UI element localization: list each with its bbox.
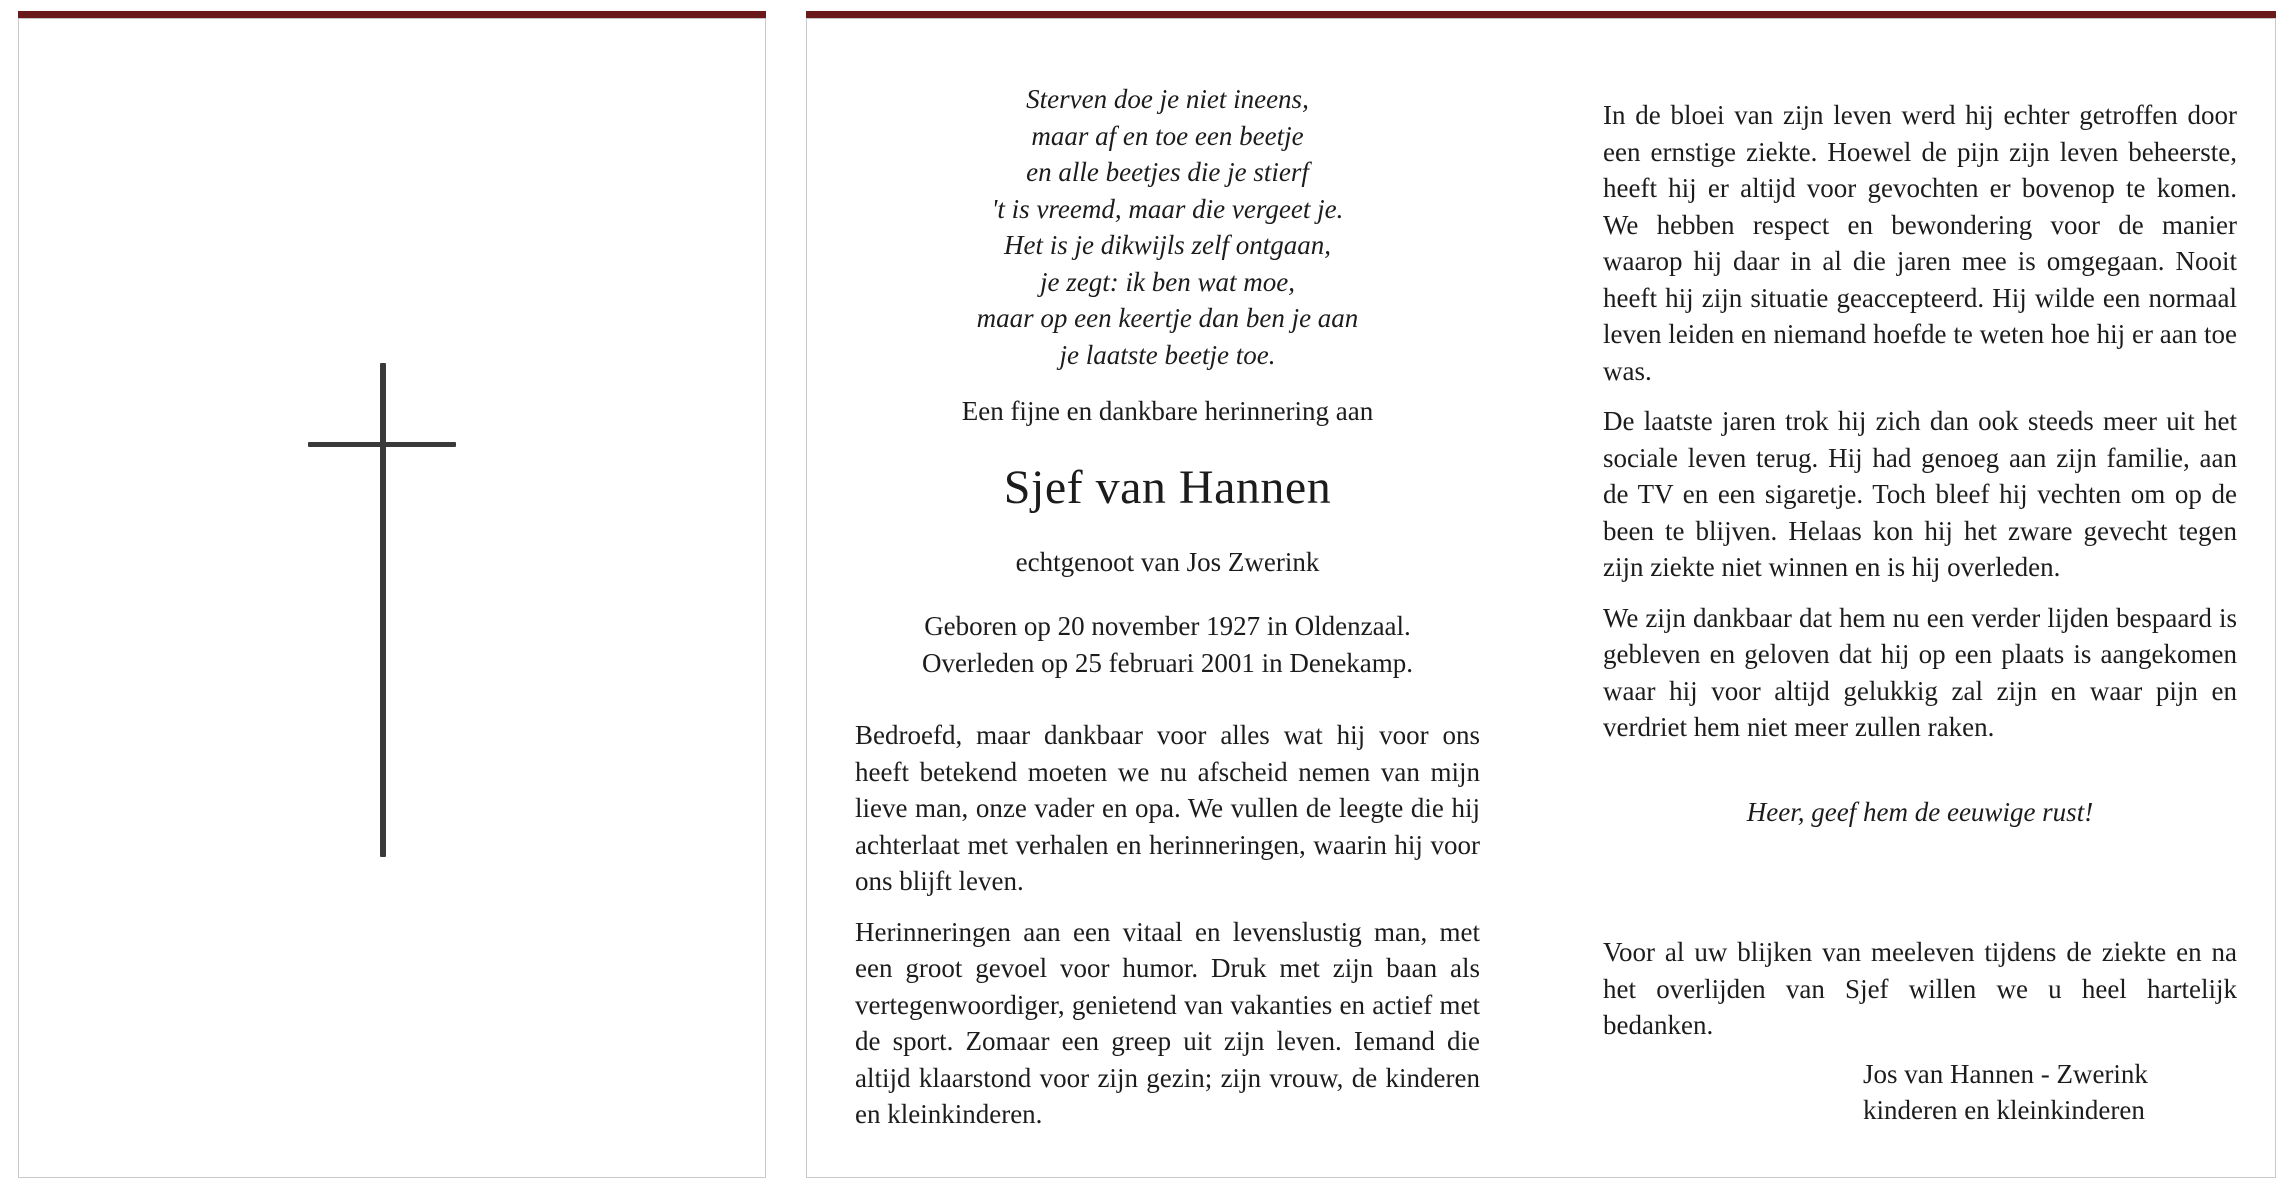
signature xyxy=(1603,1056,2237,1129)
poem-line: je laatste beetje toe. xyxy=(1059,339,1276,370)
signature-line: kinderen en kleinkinderen xyxy=(1863,1095,2145,1125)
card-inside xyxy=(806,18,2276,1178)
poem-line: Sterven doe je niet ineens, xyxy=(1026,84,1309,114)
thanks-paragraph: Voor al uw blijken van meeleven tijdens de ziekte en na het overlijden van Sjef willen we u heel hartelijk bedanken. xyxy=(1603,937,2237,1040)
left-column xyxy=(855,81,1480,1133)
paragraph: Bedroefd, maar dankbaar voor alles wat hij voor ons heeft betekend moeten we nu afscheid nemen van mijn lieve man, onze vader en opa. We vullen de leegte die hij achterlaat met verhalen en herinneringen, waarin hij voor ons blijft leven. xyxy=(855,720,1480,896)
prayer-line: Heer, geef hem de eeuwige rust! xyxy=(1746,796,2094,827)
right-column xyxy=(1603,97,2237,1129)
poem-line: en alle beetjes die je stierf xyxy=(1026,157,1309,187)
signature-line: Jos van Hannen - Zwerink xyxy=(1863,1058,2148,1089)
birth-line: Geboren op 20 november 1927 in Oldenzaal. xyxy=(924,611,1411,641)
poem-line: maar af en toe een beetje xyxy=(1031,120,1304,151)
paragraph: In de bloei van zijn leven werd hij echter getroffen door een ernstige ziekte. Hoewel de pijn zijn leven beheerste, heeft hij er altijd voor gevochten er bovenop te komen. We hebben respect en bewondering voor de manier waarop hij daar in al die jaren mee is omgegaan. Nooit heeft hij zijn situatie geaccepteerd. Hij wilde een normaal leven leiden en niemand hoefde te weten hoe hij er aan toe was. xyxy=(1603,100,2237,386)
deceased-name: Sjef van Hannen xyxy=(1003,460,1332,514)
life-dates xyxy=(855,608,1480,681)
card-front xyxy=(18,18,766,1178)
paragraph: De laatste jaren trok hij zich dan ook steeds meer uit het sociale leven terug. Hij had genoeg aan zijn familie, aan de TV en een sigaretje. Toch bleef hij vechten om op de been te blijven. Helaas kon hij het zware gevecht tegen zijn ziekte niet winnen en is hij overleden. xyxy=(1603,406,2237,582)
paragraph: We zijn dankbaar dat hem nu een verder lijden bespaard is gebleven en geloven dat hij op een plaats is aangekomen waar hij voor altijd gelukkig zal zijn en waar pijn en verdriet hem niet meer zullen raken. xyxy=(1603,602,2237,742)
poem xyxy=(855,81,1480,373)
card-edge xyxy=(806,11,2276,18)
poem-line: je zegt: ik ben wat moe, xyxy=(1040,266,1295,297)
cross-vertical-bar xyxy=(380,363,386,857)
card-edge xyxy=(18,11,766,18)
cross-horizontal-bar xyxy=(308,442,456,447)
paragraph: Herinneringen aan een vitaal en levenslustig man, met een groot gevoel voor humor. Druk met zijn baan als vertegenwoordiger, genietend van vakanties en actief met de sport. Zomaar een greep uit zijn leven. Iemand die altijd klaarstond voor zijn gezin; zijn vrouw, de kinderen en kleinkinderen. xyxy=(855,916,1480,1129)
poem-line: 't is vreemd, maar die vergeet je. xyxy=(991,193,1344,224)
poem-line: Het is je dikwijls zelf ontgaan, xyxy=(1004,230,1331,260)
death-line: Overleden op 25 februari 2001 in Denekamp. xyxy=(921,647,1414,678)
poem-line: maar op een keertje dan ben je aan xyxy=(976,303,1359,333)
spouse-line: echtgenoot van Jos Zwerink xyxy=(1015,546,1320,577)
intro-line: Een fijne en dankbare herinnering aan xyxy=(961,396,1374,426)
